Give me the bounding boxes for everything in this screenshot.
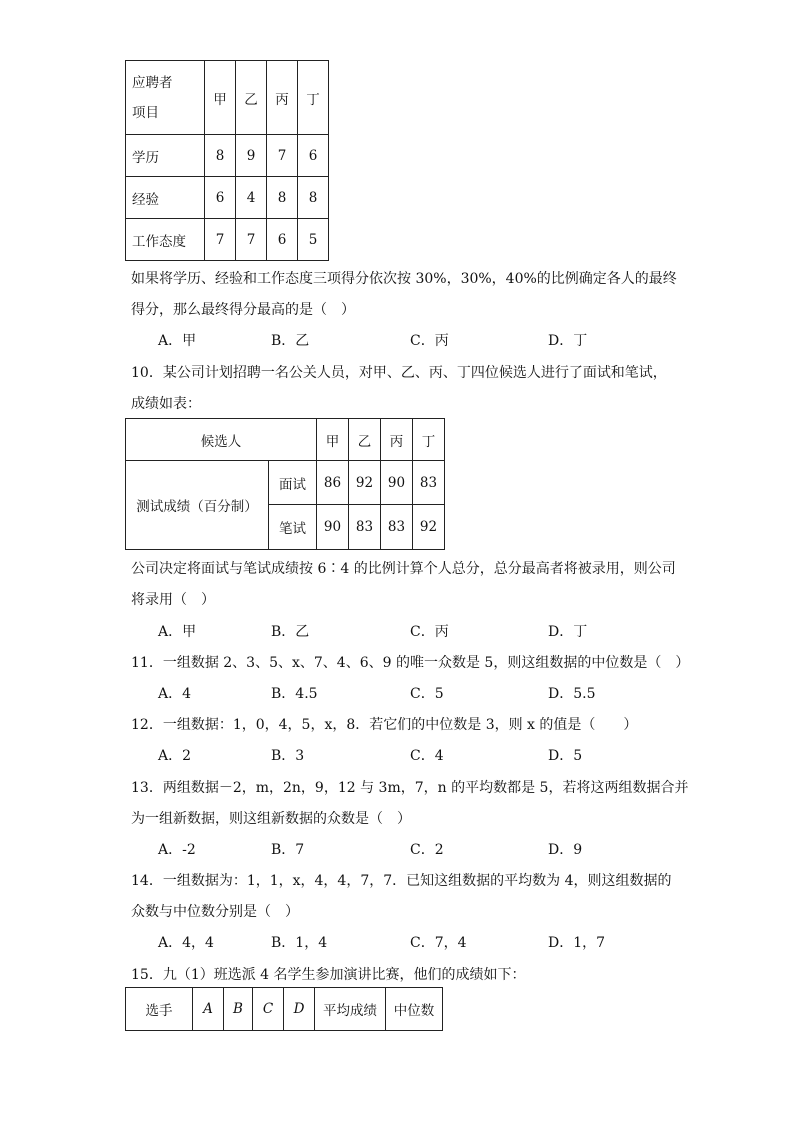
option-b[interactable]: B．4.5 <box>271 686 318 702</box>
row-label: 笔试 <box>269 505 317 550</box>
column-header: 选手 <box>126 988 193 1031</box>
table-header-cell: 候选人 <box>126 419 317 461</box>
table-cell: 92 <box>413 505 445 550</box>
header-line-item: 项目 <box>132 104 159 121</box>
column-header: 乙 <box>349 419 381 461</box>
column-header: 丁 <box>298 61 329 135</box>
option-b[interactable]: B．7 <box>271 842 305 858</box>
table-cell: 90 <box>317 505 349 550</box>
option-d[interactable]: D．丁 <box>548 333 588 349</box>
question-14-text-line1: 14．一组数据为：1，1，x，4，4，7，7．已知这组数据的平均数为 4，则这组数据的 <box>131 873 672 889</box>
option-c[interactable]: C．7，4 <box>410 935 467 951</box>
question-9-text-line1: 如果将学历、经验和工作态度三项得分依次按 30%，30%，40%的比例确定各人的最终 <box>131 271 677 287</box>
option-a[interactable]: A．4，4 <box>158 935 214 951</box>
table-cell: 8 <box>205 135 236 177</box>
option-c[interactable]: C．丙 <box>410 333 449 349</box>
question-10-text-line2: 成绩如表： <box>131 396 201 412</box>
option-a[interactable]: A．甲 <box>158 333 197 349</box>
column-header: 甲 <box>317 419 349 461</box>
table-cell: 7 <box>205 219 236 261</box>
table-cell: 6 <box>298 135 329 177</box>
column-header: 中位数 <box>386 988 443 1031</box>
candidate-score-table <box>125 418 445 550</box>
column-header: 丙 <box>381 419 413 461</box>
table-cell: 8 <box>298 177 329 219</box>
table-row <box>126 461 445 505</box>
row-label: 学历 <box>126 135 205 177</box>
table-cell: 7 <box>236 219 267 261</box>
column-header: 甲 <box>205 61 236 135</box>
option-c[interactable]: C．丙 <box>410 624 449 640</box>
table-cell: 83 <box>413 461 445 505</box>
table-cell: 6 <box>267 219 298 261</box>
option-c[interactable]: C．5 <box>410 686 444 702</box>
question-13-text-line2: 为一组新数据，则这组新数据的众数是（ ） <box>131 811 411 827</box>
table-cell: 83 <box>381 505 413 550</box>
row-label: 工作态度 <box>126 219 205 261</box>
row-label: 经验 <box>126 177 205 219</box>
option-c[interactable]: C．4 <box>410 748 444 764</box>
option-a[interactable]: A．甲 <box>158 624 197 640</box>
column-header: 平均成绩 <box>315 988 386 1031</box>
column-header: D <box>284 988 315 1031</box>
column-header: A <box>193 988 224 1031</box>
table-row <box>126 988 443 1031</box>
table-cell: 7 <box>267 135 298 177</box>
option-a[interactable]: A．-2 <box>158 842 196 858</box>
table-cell: 92 <box>349 461 381 505</box>
question-10-after-line1: 公司决定将面试与笔试成绩按 6∶4 的比例计算个人总分，总分最高者将被录用，则公司 <box>131 561 676 577</box>
speech-contest-table <box>125 987 443 1031</box>
column-header: C <box>253 988 284 1031</box>
question-12-text: 12．一组数据：1，0，4，5，x，8．若它们的中位数是 3，则 x 的值是（ ） <box>131 717 638 733</box>
table-row <box>126 219 329 261</box>
table-cell: 86 <box>317 461 349 505</box>
table-row <box>126 419 445 461</box>
column-header: 丙 <box>267 61 298 135</box>
question-15-text: 15．九（1）班选派 4 名学生参加演讲比赛，他们的成绩如下： <box>131 967 526 983</box>
question-11-text: 11．一组数据 2、3、5、x、7、4、6、9 的唯一众数是 5，则这组数据的中位数是（ ） <box>131 655 690 671</box>
table-cell: 9 <box>236 135 267 177</box>
table-cell: 90 <box>381 461 413 505</box>
column-header: 丁 <box>413 419 445 461</box>
option-b[interactable]: B．乙 <box>271 333 310 349</box>
question-9-text-line2: 得分，那么最终得分最高的是（ ） <box>131 302 355 318</box>
table-row <box>126 61 329 135</box>
row-label: 面试 <box>269 461 317 505</box>
header-line-applicant: 应聘者 <box>132 74 173 91</box>
table-cell: 4 <box>236 177 267 219</box>
table-cell: 83 <box>349 505 381 550</box>
option-d[interactable]: D．5.5 <box>548 686 596 702</box>
option-d[interactable]: D．9 <box>548 842 583 858</box>
option-b[interactable]: B．1，4 <box>271 935 328 951</box>
option-a[interactable]: A．2 <box>158 748 192 764</box>
table-row <box>126 177 329 219</box>
option-a[interactable]: A．4 <box>158 686 192 702</box>
table-cell: 8 <box>267 177 298 219</box>
question-10-text-line1: 10．某公司计划招聘一名公关人员，对甲、乙、丙、丁四位候选人进行了面试和笔试， <box>131 365 667 381</box>
option-b[interactable]: B．3 <box>271 748 305 764</box>
table-row <box>126 135 329 177</box>
table-cell: 5 <box>298 219 329 261</box>
option-d[interactable]: D．丁 <box>548 624 588 640</box>
column-header: 乙 <box>236 61 267 135</box>
score-table-applicants <box>125 60 329 261</box>
question-13-text-line1: 13．两组数据－2，m，2n，9，12 与 3m，7，n 的平均数都是 5，若将这两组数据合并 <box>131 780 689 796</box>
group-label: 测试成绩（百分制） <box>126 461 269 550</box>
table-cell: 6 <box>205 177 236 219</box>
option-d[interactable]: D．5 <box>548 748 583 764</box>
table-header-cell <box>126 61 205 135</box>
question-14-text-line2: 众数与中位数分别是（ ） <box>131 904 299 920</box>
option-b[interactable]: B．乙 <box>271 624 310 640</box>
column-header: B <box>224 988 253 1031</box>
option-d[interactable]: D．1，7 <box>548 935 606 951</box>
question-10-after-line2: 将录用（ ） <box>131 592 215 608</box>
option-c[interactable]: C．2 <box>410 842 444 858</box>
